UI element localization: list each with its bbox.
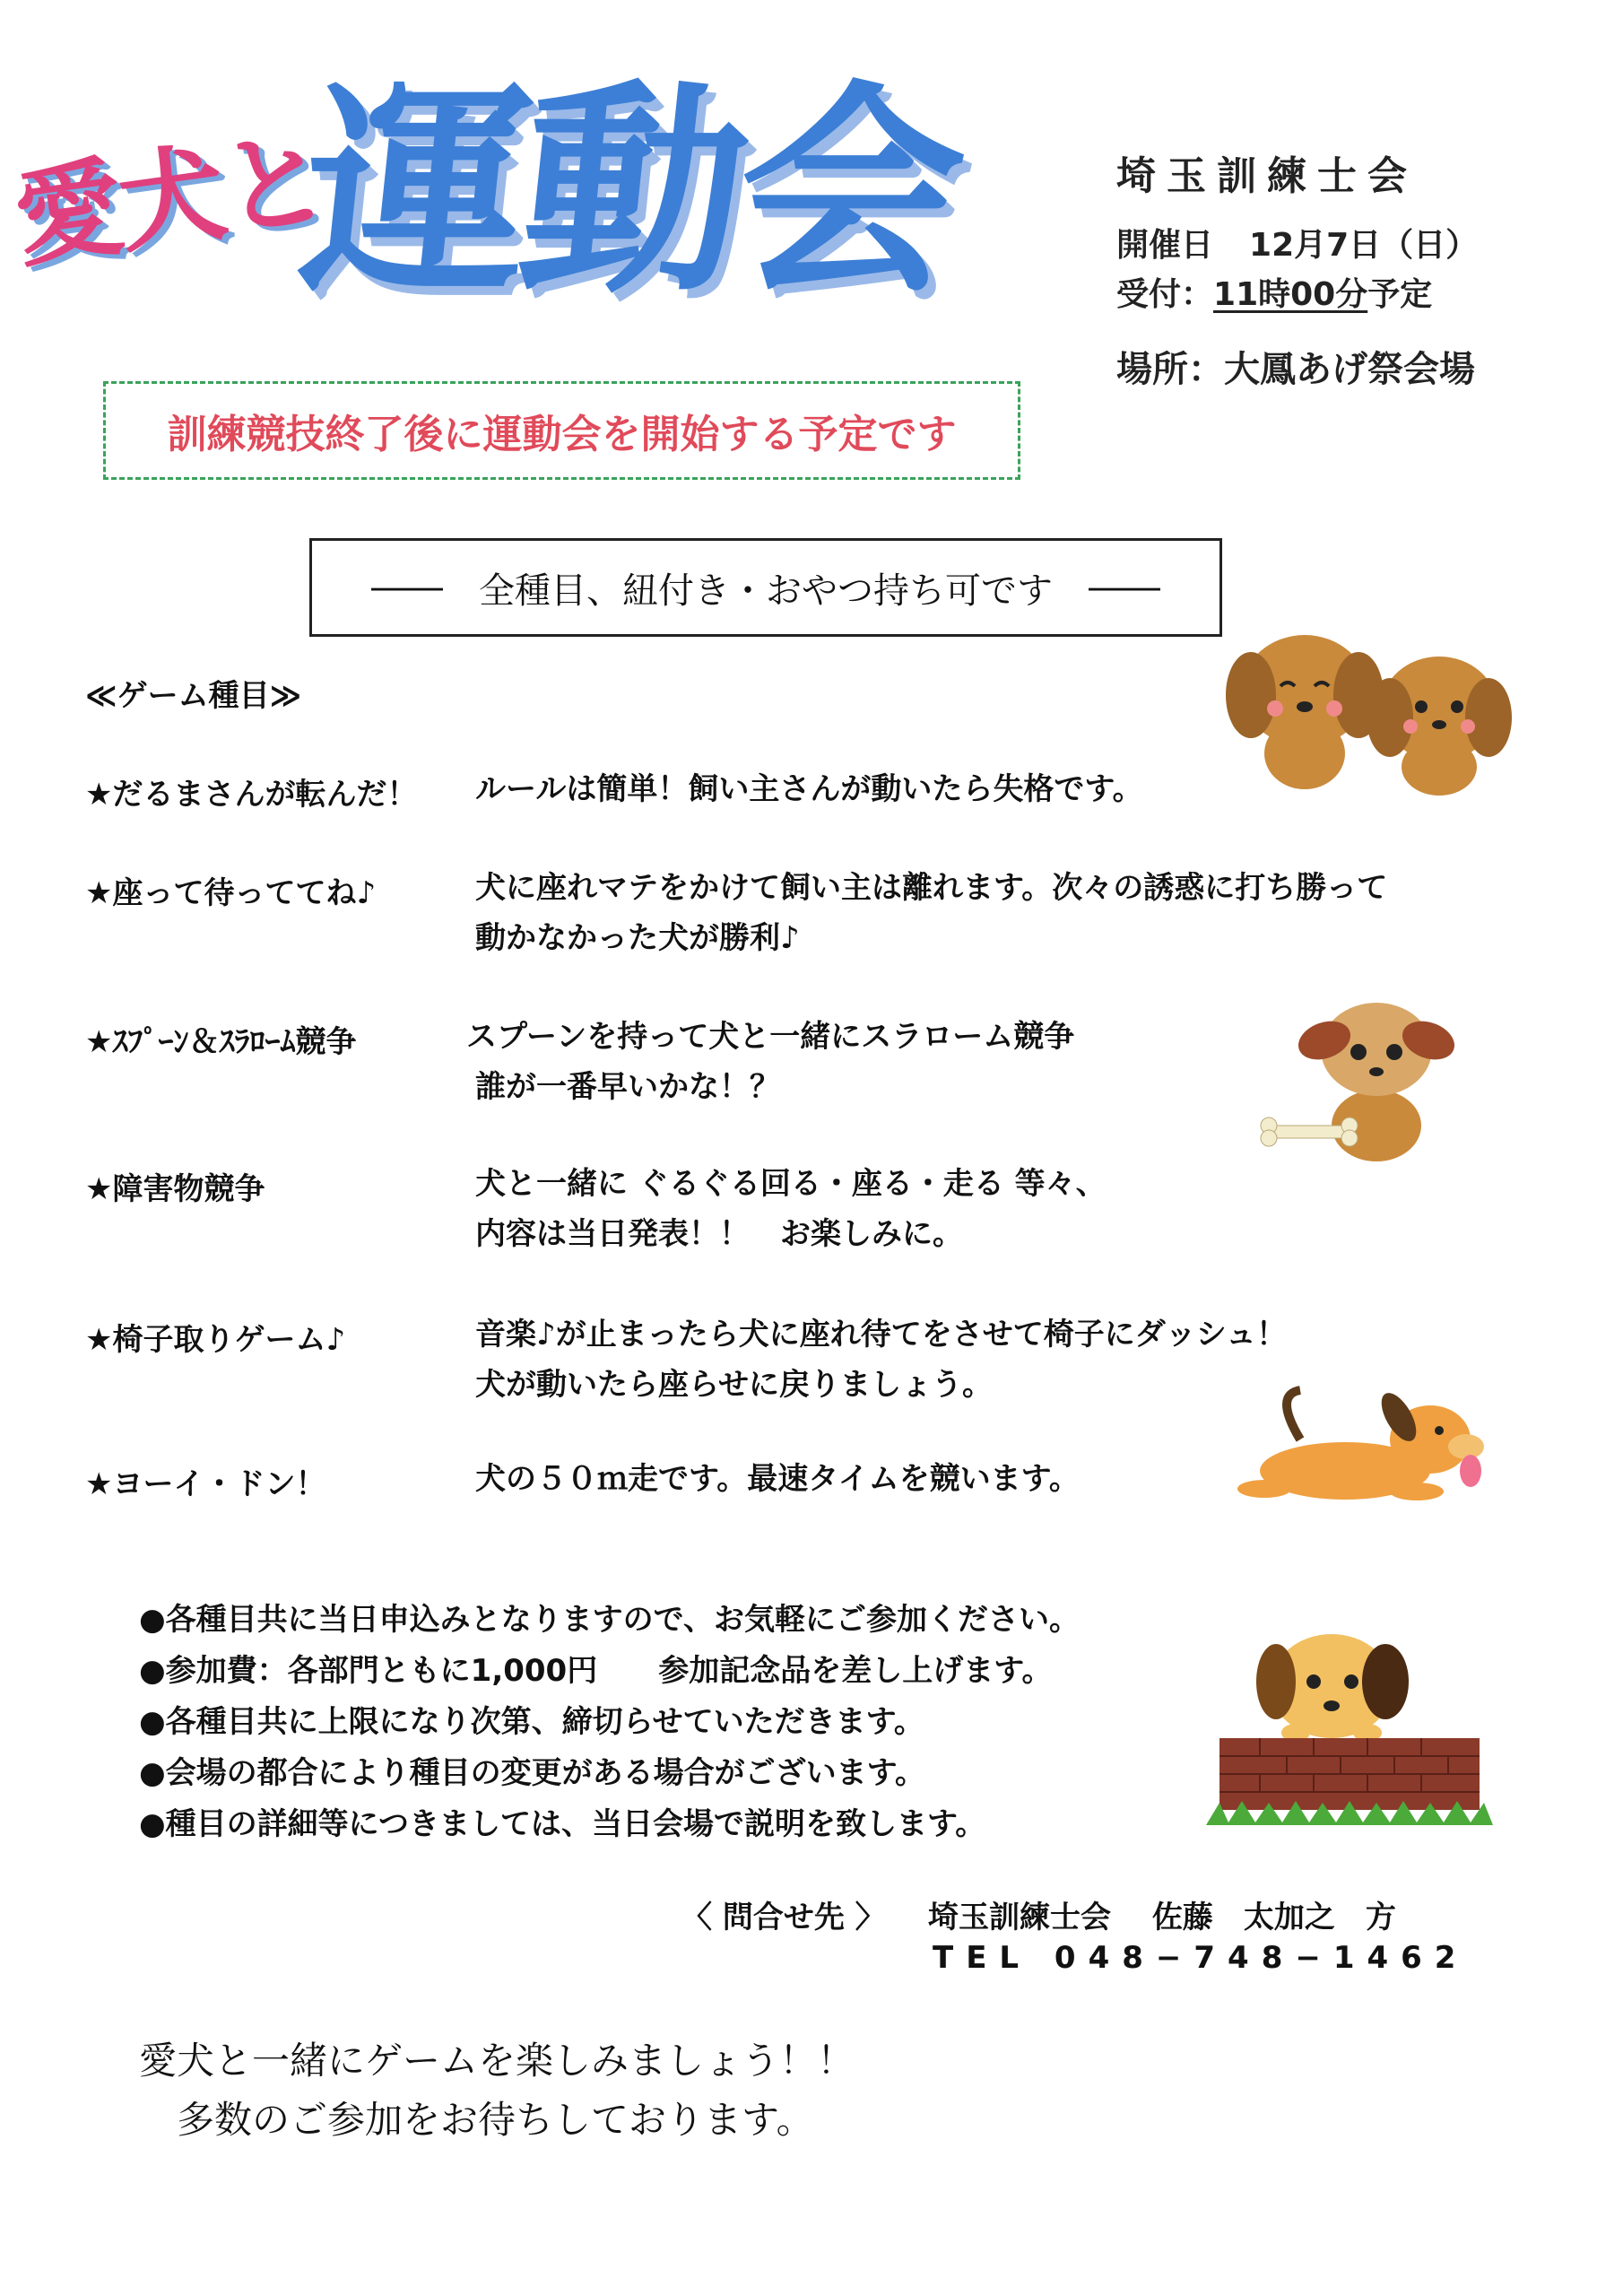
dog-behind-wall-icon [1206,1623,1493,1830]
leash-text: 全種目、紐付き・おやつ持ち可です [479,570,1053,612]
reception-suffix: 予定 [1367,276,1433,313]
game-desc: ルールは簡単！飼い主さんが動いたら失格です。 [475,771,1143,807]
notice-text: 訓練競技終了後に運動会を開始する予定です [167,412,957,457]
game-name: ★座って待っててね♪ [85,875,377,911]
leash-dash-left: ―― [371,567,443,608]
game-name: ★ｽﾌﾟｰﾝ＆ｽﾗﾛｰﾑ競争 [85,1024,357,1060]
game-name: ★ヨーイ・ドン！ [85,1466,326,1502]
game-name: ★だるまさんが転んだ！ [85,777,418,813]
notes-list [139,1595,1080,1850]
leash-box [309,538,1222,637]
closing-message [139,2031,855,2150]
closing-line: 多数のご参加をお待ちしております。 [139,2098,814,2142]
game-desc: 犬に座れマテをかけて飼い主は離れます。次々の誘惑に打ち勝って [475,870,1388,906]
game-name: ★椅子取りゲーム♪ [85,1322,346,1358]
game-desc: スプーンを持って犬と一緒にスラローム競争 [466,1019,1075,1055]
event-date-value: 12月7日（日） [1249,227,1479,264]
reception-time [1116,269,1432,315]
game-desc: 動かなかった犬が勝利♪ [475,920,800,956]
game-desc: 犬の５０ｍ走です。最速タイムを競います。 [475,1461,1080,1497]
organizer: 埼玉訓練士会 [1116,153,1418,199]
event-date [1116,220,1478,265]
two-puppies-icon [1219,619,1515,798]
list-item: ●参加費：各部門ともに1,000円 参加記念品を差し上げます。 [139,1653,1053,1689]
contact-label: 〈 問合せ先 〉 [681,1900,886,1935]
list-item: ●各種目共に上限になり次第、締切らせていただきます。 [139,1704,924,1740]
contact-org: 埼玉訓練士会 佐藤 太加之 方 [928,1900,1396,1935]
contact-tel: TEL 048−748−1462 [933,1940,1469,1976]
reception-label: 受付： [1116,276,1214,313]
game-desc: 内容は当日発表！！ お楽しみに。 [475,1216,963,1252]
game-desc: 犬が動いたら座らせに戻りましょう。 [475,1367,993,1403]
list-item: ●各種目共に当日申込みとなりますので、お気軽にご参加ください。 [139,1602,1080,1638]
title-prefix: 愛犬と [6,116,334,284]
game-desc: 誰が一番早いかな！？ [475,1069,780,1105]
running-dog-icon [1237,1386,1488,1520]
game-desc: 犬と一緒に ぐるぐる回る・座る・走る 等々、 [475,1166,1107,1202]
leash-dash-right: ―― [1089,567,1160,608]
puppy-with-bone-icon [1251,991,1466,1170]
game-name: ★障害物競争 [85,1171,265,1207]
list-item: ●会場の都合により種目の変更がある場合がございます。 [139,1755,925,1791]
games-heading: ≪ゲーム種目≫ [85,678,302,714]
game-desc: 音楽♪が止まったら犬に座れ待てをさせて椅子にダッシュ！ [475,1317,1288,1352]
closing-line: 愛犬と一緒にゲームを楽しみましょう！！ [139,2039,855,2083]
list-item: ●種目の詳細等につきましては、当日会場で説明を致します。 [139,1806,986,1842]
reception-time-value: 11時00分 [1213,276,1368,313]
event-date-label: 開催日 [1116,227,1214,264]
page-title: 運動会 [291,62,970,323]
notice-box [103,381,1020,480]
event-place: 場所：大鳳あげ祭会場 [1116,349,1475,390]
